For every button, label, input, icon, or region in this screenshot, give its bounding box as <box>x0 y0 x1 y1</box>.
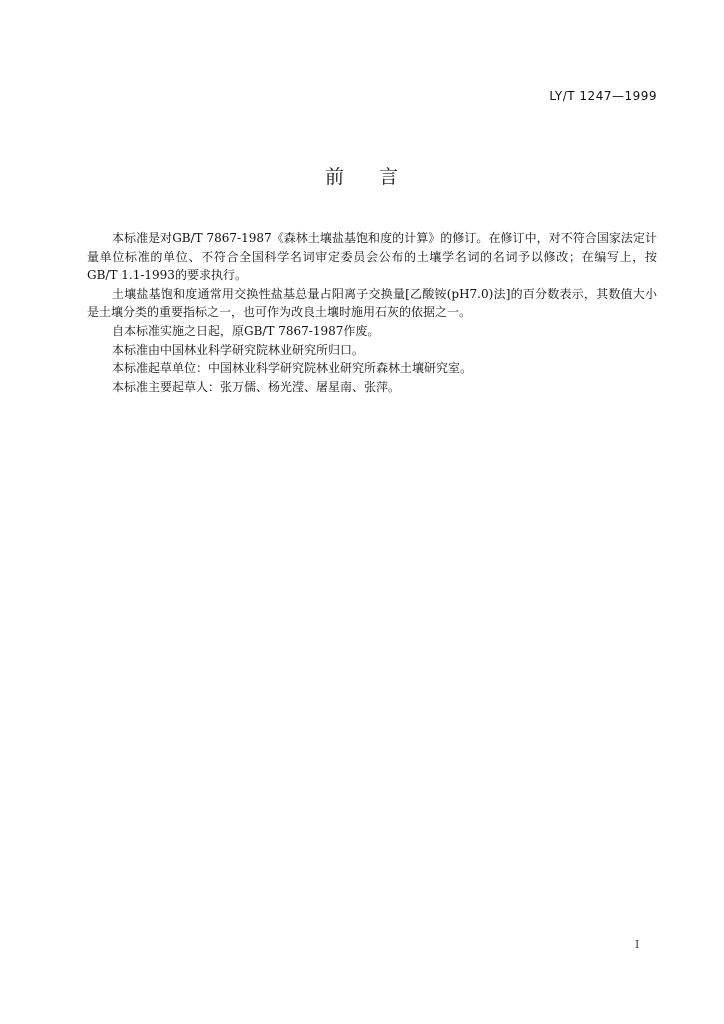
title-char-1: 前 <box>324 166 345 188</box>
page-number: I <box>635 938 640 951</box>
title-char-2: 言 <box>379 166 400 188</box>
paragraph-revision: 本标准是对GB/T 7867-1987《森林土壤盐基饱和度的计算》的修订。在修订中，对不符合国家法定计量单位标准的单位、不符合全国科学名词审定委员会公布的土壤学名词的名词予以修改；在编写上，按GB/T 1.1-1993的要求执行。 <box>87 231 657 283</box>
paragraph-supersedes: 自本标准实施之日起，原GB/T 7867-1987作废。 <box>112 323 380 338</box>
paragraph-definition: 土壤盐基饱和度通常用交换性盐基总量占阳离子交换量[乙酸铵(pH7.0)法]的百分数表示，其数值大小是土壤分类的重要指标之一，也可作为改良土壤时施用石灰的依据之一。 <box>87 286 657 320</box>
foreword-body <box>87 229 657 396</box>
paragraph-drafters: 本标准主要起草人：张万儒、杨光滢、屠星南、张萍。 <box>112 379 401 394</box>
page-title <box>0 162 724 189</box>
paragraph-drafting-unit: 本标准起草单位：中国林业科学研究院林业研究所森林土壤研究室。 <box>112 361 473 376</box>
paragraph-responsible-unit: 本标准由中国林业科学研究院林业研究所归口。 <box>112 342 365 357</box>
standard-number: LY/T 1247—1999 <box>549 89 657 103</box>
